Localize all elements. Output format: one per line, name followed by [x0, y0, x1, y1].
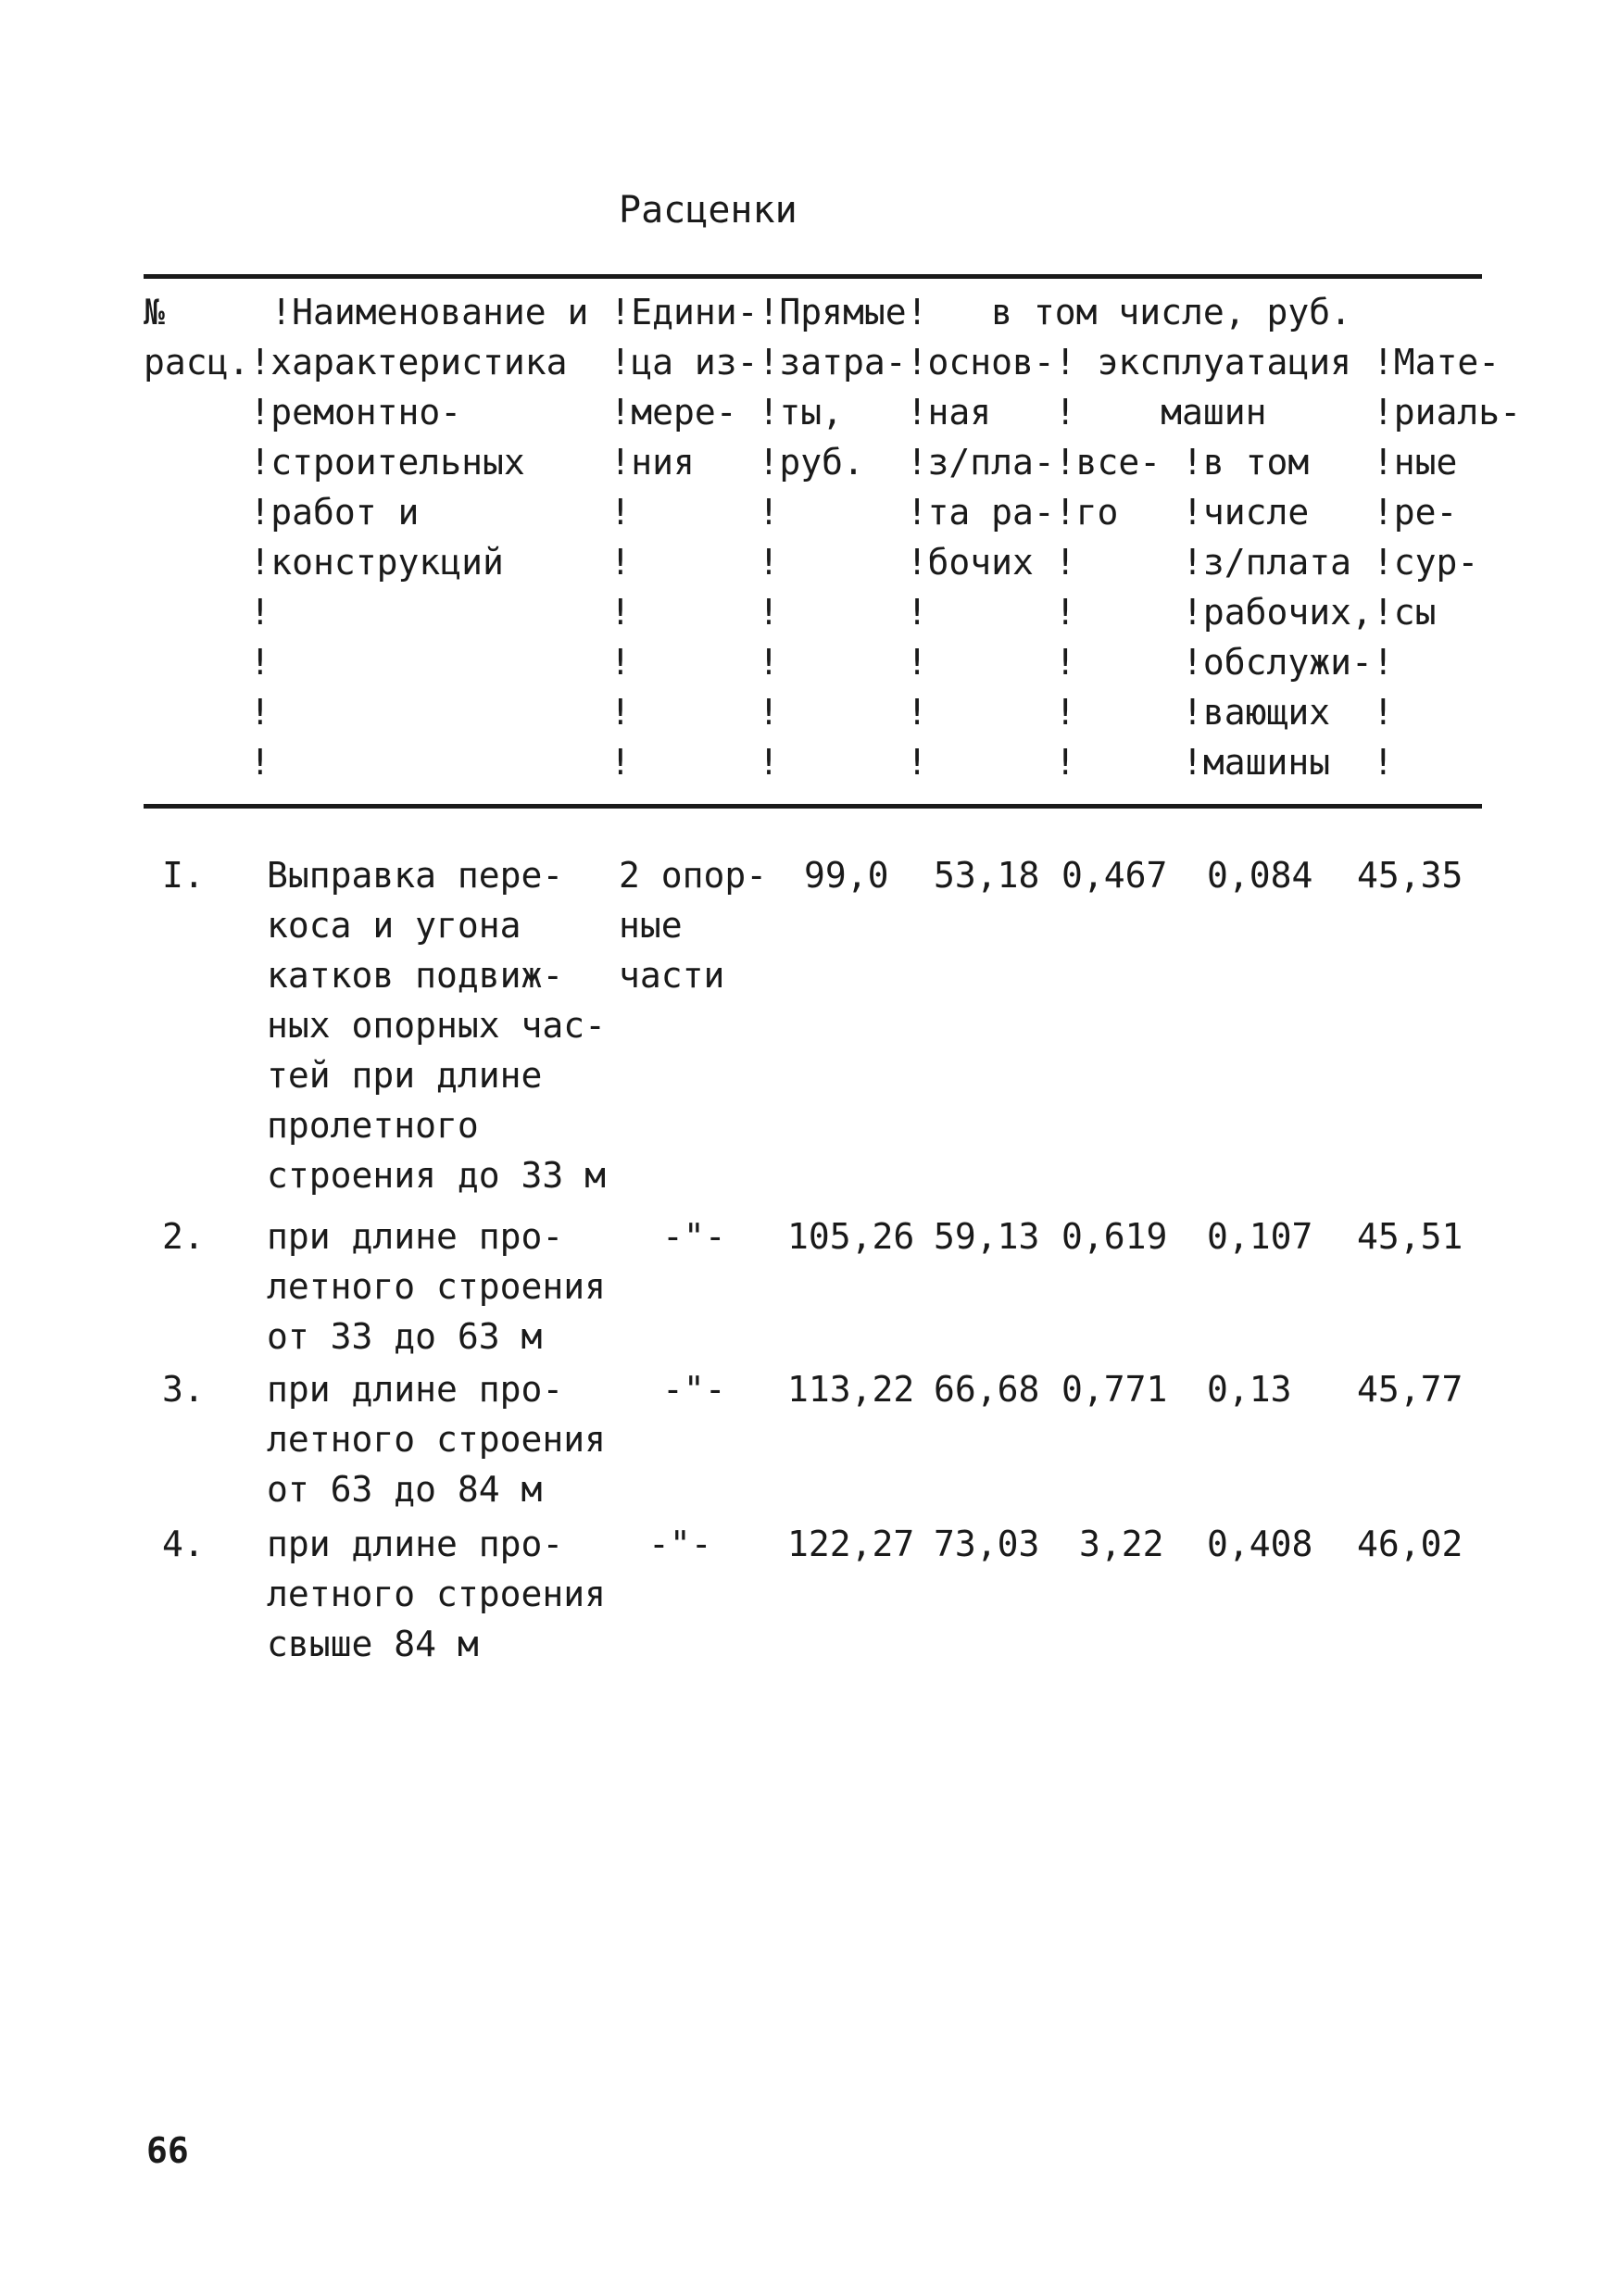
- header-line: расц.!характеристика !ца из-!затра-!основ-! эксплуатация !Мате-: [144, 342, 1501, 383]
- row-materials: 45,51: [1357, 1216, 1463, 1257]
- row-description-line: при длине про-: [267, 1369, 564, 1410]
- table-header-rule: [144, 804, 1482, 809]
- row-number: 2.: [162, 1216, 205, 1257]
- row-unit-line: 2 опор-: [619, 855, 768, 896]
- page-number: 66: [146, 2130, 189, 2171]
- header-line: !работ и ! ! !та ра-!го !числе !ре-: [144, 492, 1458, 533]
- row-description-line: от 33 до 63 м: [267, 1316, 543, 1357]
- row-direct-cost: 113,22: [787, 1369, 915, 1410]
- page-title: Расценки: [619, 189, 797, 232]
- row-number: I.: [162, 855, 205, 896]
- table-top-rule: [144, 274, 1482, 279]
- row-description-line: летного строения: [267, 1574, 607, 1614]
- row-description-line: при длине про-: [267, 1216, 564, 1257]
- row-description-line: при длине про-: [267, 1524, 564, 1564]
- row-base-wage: 66,68: [934, 1369, 1040, 1410]
- row-machine-wage: 0,107: [1207, 1216, 1313, 1257]
- row-machine-wage: 0,084: [1207, 855, 1313, 896]
- row-description-line: свыше 84 м: [267, 1624, 479, 1664]
- row-description-line: летного строения: [267, 1419, 607, 1460]
- row-number: 4.: [162, 1524, 205, 1564]
- row-materials: 45,35: [1357, 855, 1463, 896]
- header-line: ! ! ! ! ! !обслужи-!: [144, 642, 1394, 683]
- row-machine-total: 0,619: [1061, 1216, 1168, 1257]
- row-number: 3.: [162, 1369, 205, 1410]
- row-machine-wage: 0,408: [1207, 1524, 1313, 1564]
- header-line: № !Наименование и !Едини-!Прямые! в том числе, руб.: [144, 292, 1437, 332]
- row-machine-total: 0,771: [1061, 1369, 1168, 1410]
- header-line: ! ! ! ! ! !вающих !: [144, 692, 1394, 733]
- row-machine-wage: 0,13: [1207, 1369, 1292, 1410]
- row-description-line: Выправка пере-: [267, 855, 564, 896]
- header-line: ! ! ! ! ! !рабочих,!сы: [144, 592, 1437, 633]
- row-description-line: коса и угона: [267, 905, 521, 946]
- row-description-line: от 63 до 84 м: [267, 1469, 543, 1510]
- row-direct-cost: 122,27: [787, 1524, 915, 1564]
- row-machine-total: 3,22: [1079, 1524, 1164, 1564]
- row-direct-cost: 105,26: [787, 1216, 915, 1257]
- row-unit-line: -"-: [648, 1524, 712, 1564]
- header-line: !конструкций ! ! !бочих ! !з/плата !сур-: [144, 542, 1479, 583]
- row-direct-cost: 99,0: [804, 855, 889, 896]
- row-description-line: летного строения: [267, 1266, 607, 1307]
- header-line: !ремонтно- !мере- !ты, !ная ! машин !риаль-: [144, 392, 1522, 433]
- row-description-line: тей при длине: [267, 1055, 543, 1096]
- row-description-line: ных опорных час-: [267, 1005, 607, 1046]
- row-unit-line: ные: [619, 905, 683, 946]
- row-materials: 46,02: [1357, 1524, 1463, 1564]
- row-materials: 45,77: [1357, 1369, 1463, 1410]
- row-unit-line: части: [619, 955, 725, 996]
- row-description-line: катков подвиж-: [267, 955, 564, 996]
- header-line: ! ! ! ! ! !машины !: [144, 742, 1394, 783]
- row-machine-total: 0,467: [1061, 855, 1168, 896]
- header-line: !строительных !ния !руб. !з/пла-!все- !в том !ные: [144, 442, 1458, 483]
- row-base-wage: 53,18: [934, 855, 1040, 896]
- row-description-line: строения до 33 м: [267, 1155, 607, 1196]
- row-base-wage: 73,03: [934, 1524, 1040, 1564]
- row-base-wage: 59,13: [934, 1216, 1040, 1257]
- row-unit-line: -"-: [662, 1216, 726, 1257]
- row-description-line: пролетного: [267, 1105, 479, 1146]
- row-unit-line: -"-: [662, 1369, 726, 1410]
